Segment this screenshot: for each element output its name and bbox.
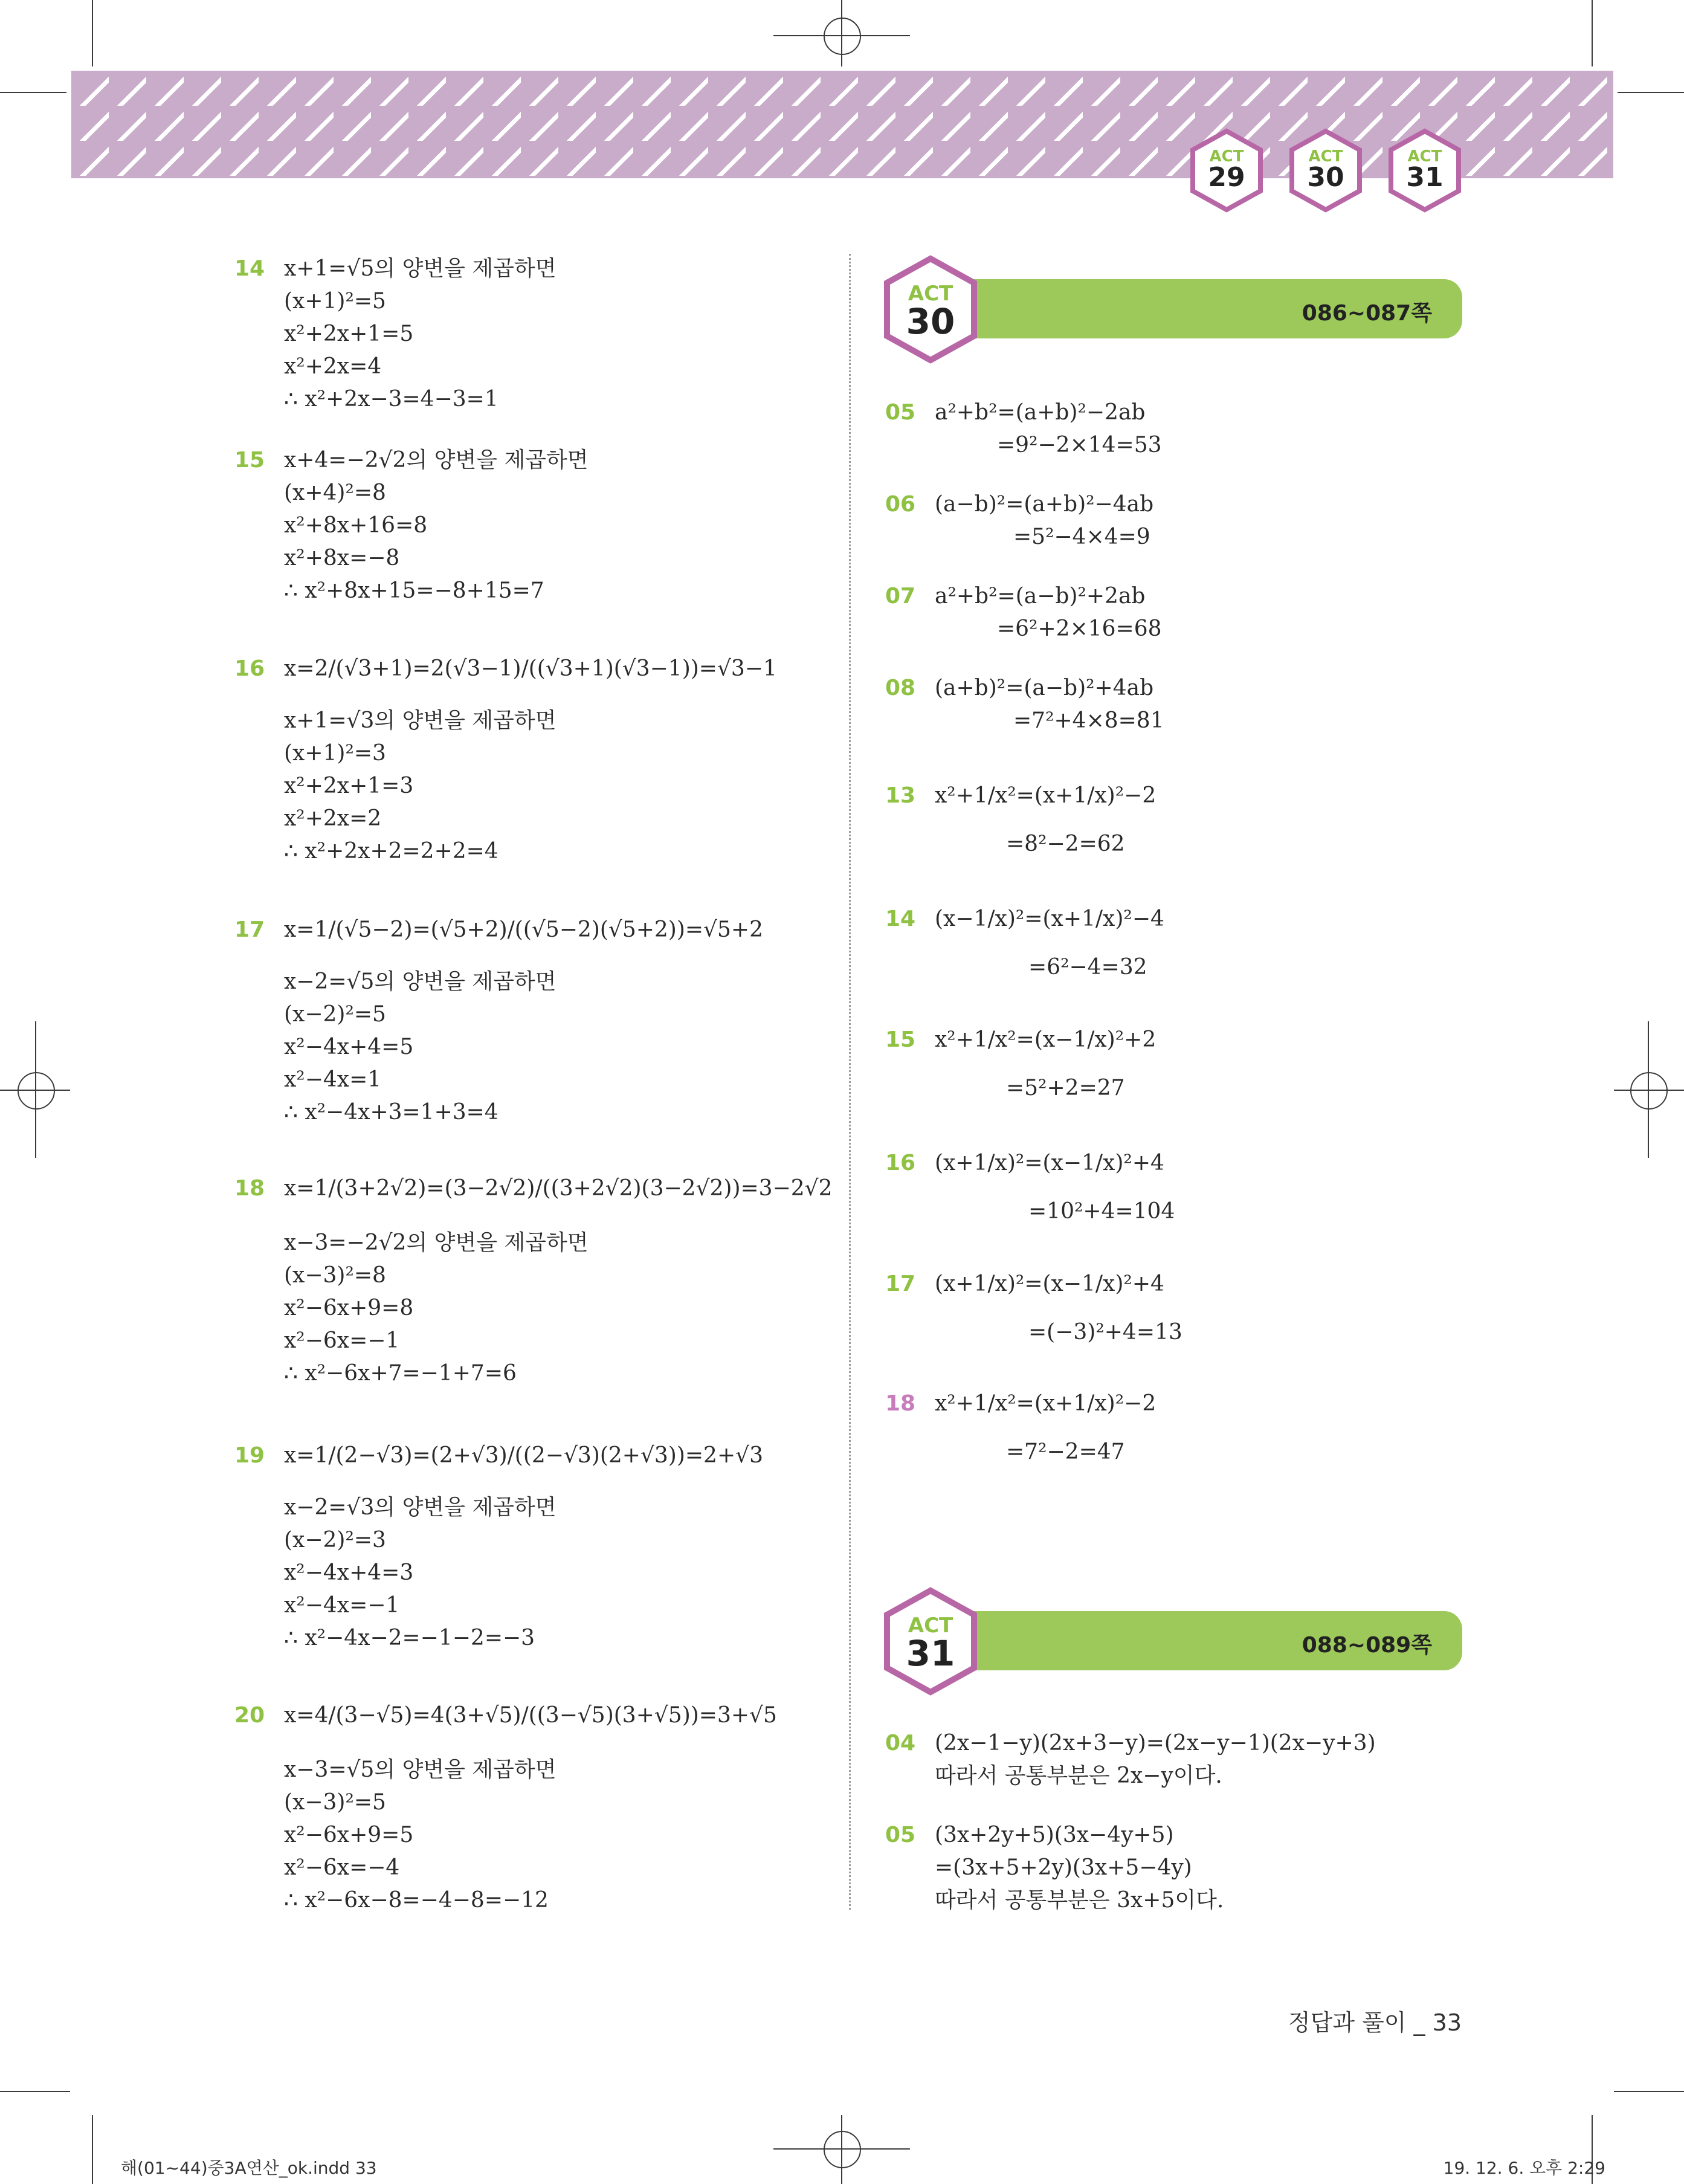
problem-number: 14 (234, 256, 265, 281)
badge-number: 31 (1406, 162, 1444, 193)
problem-number: 05 (885, 1823, 916, 1847)
solution-line: =6²+2×16=68 (997, 616, 1162, 641)
solution-line: (3x+2y+5)(3x−4y+5) (935, 1823, 1174, 1847)
solution-line: x=1/(√5−2)=(√5+2)/((√5−2)(√5+2))=√5+2 (284, 917, 763, 942)
problem-number: 15 (885, 1027, 916, 1052)
crop-mark (1618, 92, 1684, 93)
crop-mark (0, 2091, 70, 2092)
act31-page-range: 088~089쪽 (1302, 1633, 1432, 1658)
solution-line: ∴ x²−4x−2=−1−2=−3 (284, 1626, 535, 1650)
solution-line: x²−4x=−1 (284, 1593, 400, 1618)
solution-line: =10²+4=104 (1028, 1199, 1175, 1224)
crop-mark (1614, 2091, 1684, 2092)
solution-line: x²+1/x²=(x+1/x)²−2 (935, 1391, 1157, 1416)
solution-line: (x+1)²=5 (284, 289, 386, 314)
solution-line: =8²−2=62 (1006, 832, 1125, 856)
solution-line: (x+1)²=3 (284, 741, 386, 766)
solution-line: 따라서 공통부분은 2x−y이다. (935, 1763, 1222, 1788)
problem-number: 04 (885, 1731, 916, 1756)
act-badge-29 (1189, 128, 1264, 213)
solution-line: x²−4x=1 (284, 1067, 382, 1092)
solution-line: x−3=√5의 양변을 제곱하면 (284, 1757, 556, 1782)
solution-line: (x+4)²=8 (284, 480, 386, 505)
solution-line: (x−2)²=5 (284, 1002, 386, 1027)
problem-number: 18 (234, 1176, 265, 1201)
act30-page-range: 086~087쪽 (1302, 301, 1432, 326)
crop-mark (0, 92, 66, 93)
problem-number: 13 (885, 783, 916, 808)
crop-mark (92, 2115, 93, 2184)
solution-line: x²+2x+1=5 (284, 321, 414, 346)
solution-line: =6²−4=32 (1028, 955, 1147, 980)
registration-mark (824, 2131, 861, 2168)
badge-act-label: ACT (1209, 147, 1244, 166)
solution-line: ∴ x²−6x−8=−4−8=−12 (284, 1888, 549, 1913)
act-badge-30 (1288, 128, 1363, 213)
badge-act-label: ACT (1308, 147, 1343, 166)
page-label: 정답과 풀이 _ 33 (1288, 2009, 1462, 2036)
solution-line: x²−6x=−1 (284, 1328, 400, 1353)
solution-line: (x+1/x)²=(x−1/x)²+4 (935, 1271, 1164, 1296)
solution-line: x−2=√5의 양변을 제곱하면 (284, 969, 556, 994)
act-number: 31 (906, 1633, 955, 1674)
solution-line: (2x−1−y)(2x+3−y)=(2x−y−1)(2x−y+3) (935, 1731, 1376, 1756)
solution-line: x²+1/x²=(x+1/x)²−2 (935, 783, 1157, 808)
registration-mark (18, 1072, 55, 1110)
solution-line: x=1/(3+2√2)=(3−2√2)/((3+2√2)(3−2√2))=3−2√2 (284, 1176, 833, 1201)
solution-line: x=2/(√3+1)=2(√3−1)/((√3+1)(√3−1))=√3−1 (284, 656, 777, 681)
solution-line: x²+2x=2 (284, 806, 382, 831)
solution-line: =(3x+5+2y)(3x+5−4y) (935, 1855, 1192, 1880)
solution-line: a²+b²=(a−b)²+2ab (935, 584, 1146, 609)
solution-line: ∴ x²+2x−3=4−3=1 (284, 387, 498, 412)
act-label: ACT (908, 282, 953, 306)
solution-line: x²−6x+9=5 (284, 1823, 414, 1847)
registration-mark (824, 18, 861, 55)
act-number: 30 (906, 301, 955, 342)
registration-mark (1630, 1072, 1668, 1110)
solution-line: x²+1/x²=(x−1/x)²+2 (935, 1027, 1157, 1052)
problem-number: 16 (234, 656, 265, 681)
solution-line: 따라서 공통부분은 3x+5이다. (935, 1888, 1224, 1913)
solution-line: (x−2)²=3 (284, 1528, 386, 1552)
solution-line: x=4/(3−√5)=4(3+√5)/((3−√5)(3+√5))=3+√5 (284, 1703, 777, 1728)
problem-number: 05 (885, 400, 916, 425)
problem-number: 20 (234, 1703, 265, 1728)
solution-line: ∴ x²−6x+7=−1+7=6 (284, 1361, 517, 1386)
solution-line: a²+b²=(a+b)²−2ab (935, 400, 1146, 425)
act31-header-bar (931, 1611, 1462, 1670)
problem-number: 18 (885, 1391, 916, 1416)
solution-line: x=1/(2−√3)=(2+√3)/((2−√3)(2+√3))=2+√3 (284, 1443, 763, 1468)
problem-number: 07 (885, 584, 916, 609)
solution-line: (a−b)²=(a+b)²−4ab (935, 492, 1154, 517)
solution-line: x²−4x+4=5 (284, 1035, 414, 1059)
problem-number: 17 (885, 1271, 916, 1296)
solution-line: x−2=√3의 양변을 제곱하면 (284, 1495, 556, 1520)
problem-number: 06 (885, 492, 916, 517)
solution-line: =5²+2=27 (1006, 1076, 1125, 1100)
crop-mark (1592, 0, 1593, 66)
solution-line: ∴ x²+2x+2=2+2=4 (284, 839, 498, 864)
badge-number: 30 (1307, 162, 1344, 193)
solution-line: (x−3)²=8 (284, 1263, 386, 1288)
solution-line: x+1=√3의 양변을 제곱하면 (284, 708, 556, 733)
solution-line: =7²−2=47 (1006, 1439, 1125, 1464)
solution-line: x²+8x=−8 (284, 546, 400, 570)
act-label: ACT (908, 1614, 953, 1638)
problem-number: 08 (885, 676, 916, 700)
header-band (71, 71, 1613, 178)
crop-mark (92, 0, 93, 66)
column-divider (849, 254, 851, 1910)
problem-number: 15 (234, 448, 265, 473)
print-timestamp: 19. 12. 6. 오후 2:29 (1443, 2158, 1605, 2178)
problem-number: 19 (234, 1443, 265, 1468)
solution-line: =5²−4×4=9 (1013, 525, 1150, 549)
solution-line: =9²−2×14=53 (997, 433, 1162, 457)
problem-number: 14 (885, 906, 916, 931)
solution-line: (x−1/x)²=(x+1/x)²−4 (935, 906, 1164, 931)
act-badge-31 (1387, 128, 1462, 213)
solution-line: x²−4x+4=3 (284, 1560, 414, 1585)
solution-line: ∴ x²+8x+15=−8+15=7 (284, 578, 544, 603)
act30-header-bar (931, 279, 1462, 338)
act31-hex-badge (882, 1587, 979, 1696)
solution-line: x+1=√5의 양변을 제곱하면 (284, 256, 556, 281)
file-slug: 해(01~44)중3A연산_ok.indd 33 (121, 2158, 377, 2178)
badge-act-label: ACT (1407, 147, 1442, 166)
problem-number: 17 (234, 917, 265, 942)
solution-line: (x−3)²=5 (284, 1790, 386, 1815)
solution-line: (x+1/x)²=(x−1/x)²+4 (935, 1151, 1164, 1175)
solution-line: =(−3)²+4=13 (1028, 1320, 1182, 1345)
solution-line: x²+2x+1=3 (284, 774, 414, 798)
solution-line: x²−6x+9=8 (284, 1296, 414, 1320)
badge-number: 29 (1208, 162, 1245, 193)
solution-line: x²+8x+16=8 (284, 513, 428, 538)
solution-line: ∴ x²−4x+3=1+3=4 (284, 1100, 498, 1125)
solution-line: =7²+4×8=81 (1013, 708, 1164, 733)
act30-hex-badge (882, 255, 979, 364)
solution-line: x²−6x=−4 (284, 1855, 400, 1880)
solution-line: x−3=−2√2의 양변을 제곱하면 (284, 1230, 589, 1255)
solution-line: x+4=−2√2의 양변을 제곱하면 (284, 448, 589, 473)
problem-number: 16 (885, 1151, 916, 1175)
solution-line: (a+b)²=(a−b)²+4ab (935, 676, 1154, 700)
solution-line: x²+2x=4 (284, 354, 382, 379)
